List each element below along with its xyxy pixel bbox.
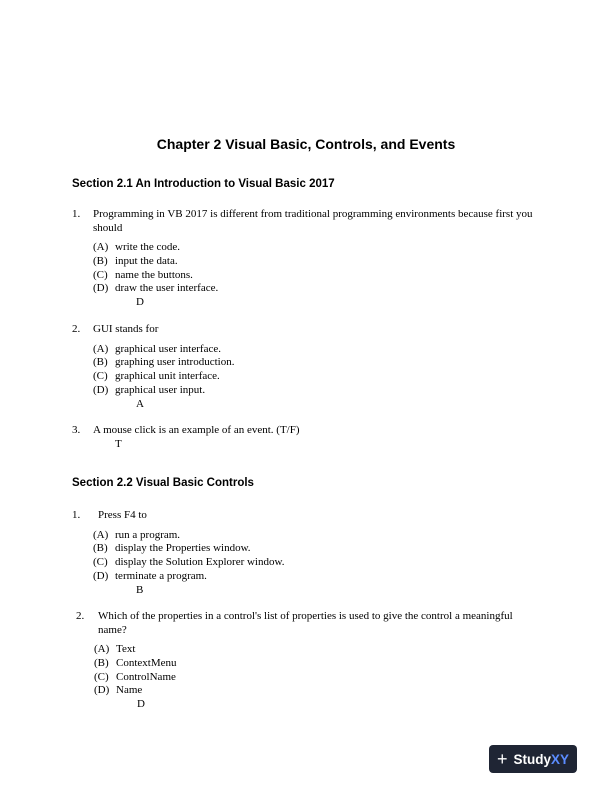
answer: B (136, 583, 144, 596)
choice-b: (B) input the data. (93, 254, 178, 267)
choice-c: (C) display the Solution Explorer window. (93, 556, 285, 569)
choice-a: (A) write the code. (93, 241, 181, 253)
choice-c: (C) name the buttons. (93, 268, 193, 281)
answer: T (115, 437, 122, 450)
question-2-1-3 (72, 424, 540, 451)
logo-text: StudyXY (513, 751, 570, 767)
answer: A (136, 397, 144, 410)
choice-list (93, 343, 540, 412)
question-text: Press F4 to (98, 509, 147, 521)
section-heading-2-2: Section 2.2 Visual Basic Controls (72, 477, 254, 489)
question-text: Which of the properties in a control's list of properties is used to give the control a meaningful name? (98, 610, 513, 636)
question-2-1-1 (72, 208, 540, 310)
question-2-2-2 (76, 610, 540, 712)
choice-b: (B) ContextMenu (94, 656, 177, 669)
choice-a: (A) run a program. (93, 528, 181, 541)
choice-c: (C) ControlName (94, 670, 176, 683)
choice-a: (A) Text (94, 643, 136, 655)
choice-d: (D) draw the user interface. (93, 282, 219, 295)
choice-d: (D) graphical user input. (93, 383, 206, 396)
choice-list (93, 529, 540, 598)
choice-a: (A) graphical user interface. (93, 342, 221, 355)
choice-list (93, 241, 540, 310)
chapter-title: Chapter 2 Visual Basic, Controls, and Events (156, 136, 456, 152)
question-number: 1. (72, 509, 81, 521)
question-number: 3. (72, 424, 81, 436)
plus-icon: + (496, 749, 508, 769)
studyxy-logo-badge[interactable] (489, 745, 577, 773)
question-2-2-1 (72, 509, 540, 597)
choice-d: (D) terminate a program. (93, 569, 207, 582)
choice-c: (C) graphical unit interface. (93, 370, 220, 383)
choice-d: (D) Name (94, 684, 143, 697)
choice-b: (B) display the Properties window. (93, 542, 251, 555)
question-number: 2. (76, 610, 85, 622)
question-text: GUI stands for (93, 323, 159, 335)
question-number: 2. (72, 323, 81, 335)
question-number: 1. (72, 208, 81, 220)
answer: D (137, 698, 145, 711)
question-text: Programming in VB 2017 is different from traditional programming environments because first you should (93, 208, 533, 234)
choice-list (94, 643, 540, 712)
question-text: A mouse click is an example of an event. (T/F) (93, 424, 300, 436)
answer: D (136, 296, 144, 309)
section-heading-2-1: Section 2.1 An Introduction to Visual Basic 2017 (72, 178, 335, 190)
choice-b: (B) graphing user introduction. (93, 356, 235, 369)
question-2-1-2 (72, 323, 540, 411)
